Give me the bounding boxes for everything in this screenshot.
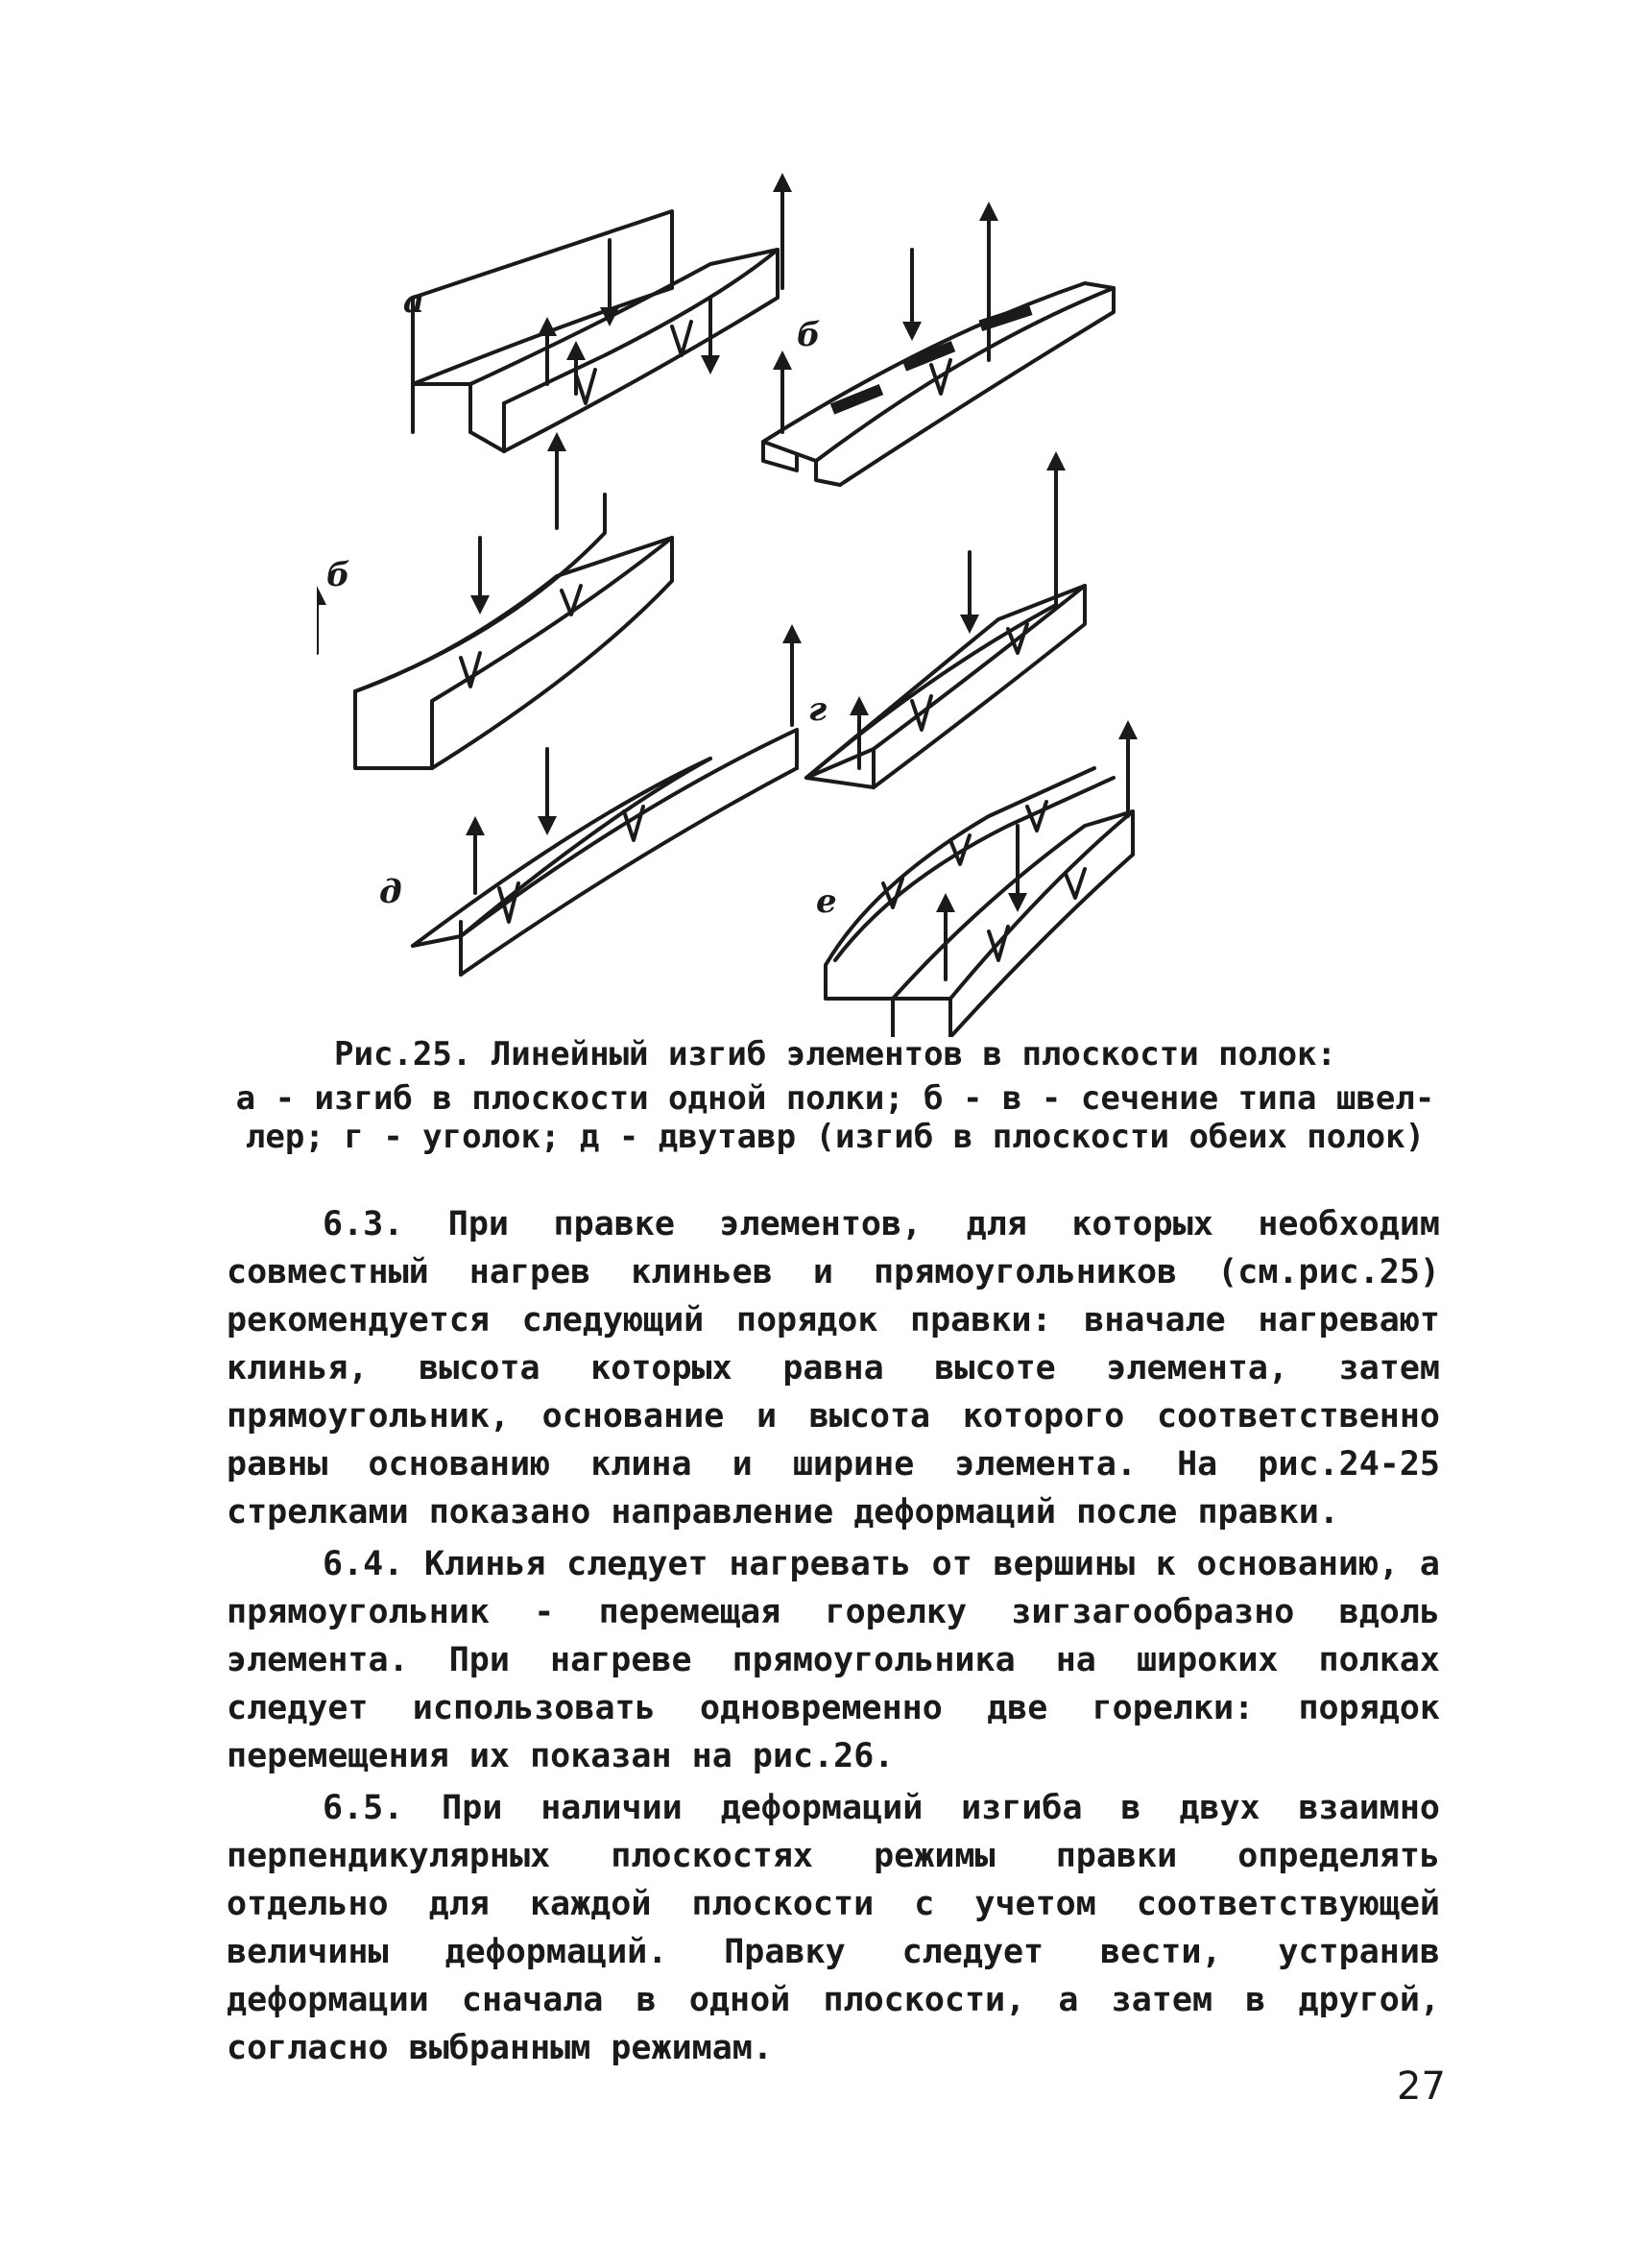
- beam-d: [379, 634, 797, 975]
- paragraph-6-3: 6.3. При правке элементов, для которых необходим совместный нагрев клиньев и прямоугольников (см.рис.25) рекомендуется следующий порядок правки: вначале нагревают клинья, высота которых равна высоте элемента, затем прямоугольник, основание и высота которого соответственно равны основанию клина и ширине элемента. На рис.24-25 стрелками показано направление деформаций после правки.: [227, 1205, 1440, 1532]
- caption-line-2: лер; г - уголок; д - двутавр (изгиб в плоскости обеих полок): [245, 1118, 1426, 1156]
- beam-b-top: [763, 211, 1114, 485]
- paragraph-6-4: 6.4. Клинья следует нагревать от вершины к основанию, а прямоугольник - перемещая горелку зигзагообразно вдоль элемента. При нагреве прямоугольника на широких полках следует использовать одновременно две горелки: порядок перемещения их показан на рис.26.: [227, 1545, 1440, 1775]
- paragraph-6-5: 6.5. При наличии деформаций изгиба в двух взаимно перпендикулярных плоскостях режимы правки определять отдельно для каждой плоскости с учетом соответствующей величины деформаций. Правку следует вести, устранив деформации сначала в одной плоскости, а затем в другой, согласно выбранным режимам.: [227, 1789, 1440, 2067]
- label-a: а: [403, 282, 425, 321]
- beam-g: [806, 461, 1085, 787]
- figure-caption: [230, 1035, 1440, 1156]
- label-g: г: [808, 690, 828, 729]
- label-d: д: [379, 873, 402, 911]
- beam-e: [816, 730, 1133, 1037]
- page-number: 27: [1397, 2064, 1446, 2109]
- caption-line-1: а - изгиб в плоскости одной полки; б - в - сечение типа швел-: [235, 1079, 1435, 1118]
- caption-title: Рис.25. Линейный изгиб элементов в плоскости полок:: [334, 1035, 1336, 1074]
- bending-diagram: [317, 154, 1258, 1037]
- body-text: [227, 1200, 1440, 2076]
- label-b1: б: [797, 316, 821, 354]
- label-b2: б: [326, 556, 350, 594]
- beam-a: [403, 182, 782, 451]
- figure-25: [317, 154, 1258, 1037]
- label-e: е: [816, 882, 837, 921]
- beam-b-mid: [317, 442, 672, 768]
